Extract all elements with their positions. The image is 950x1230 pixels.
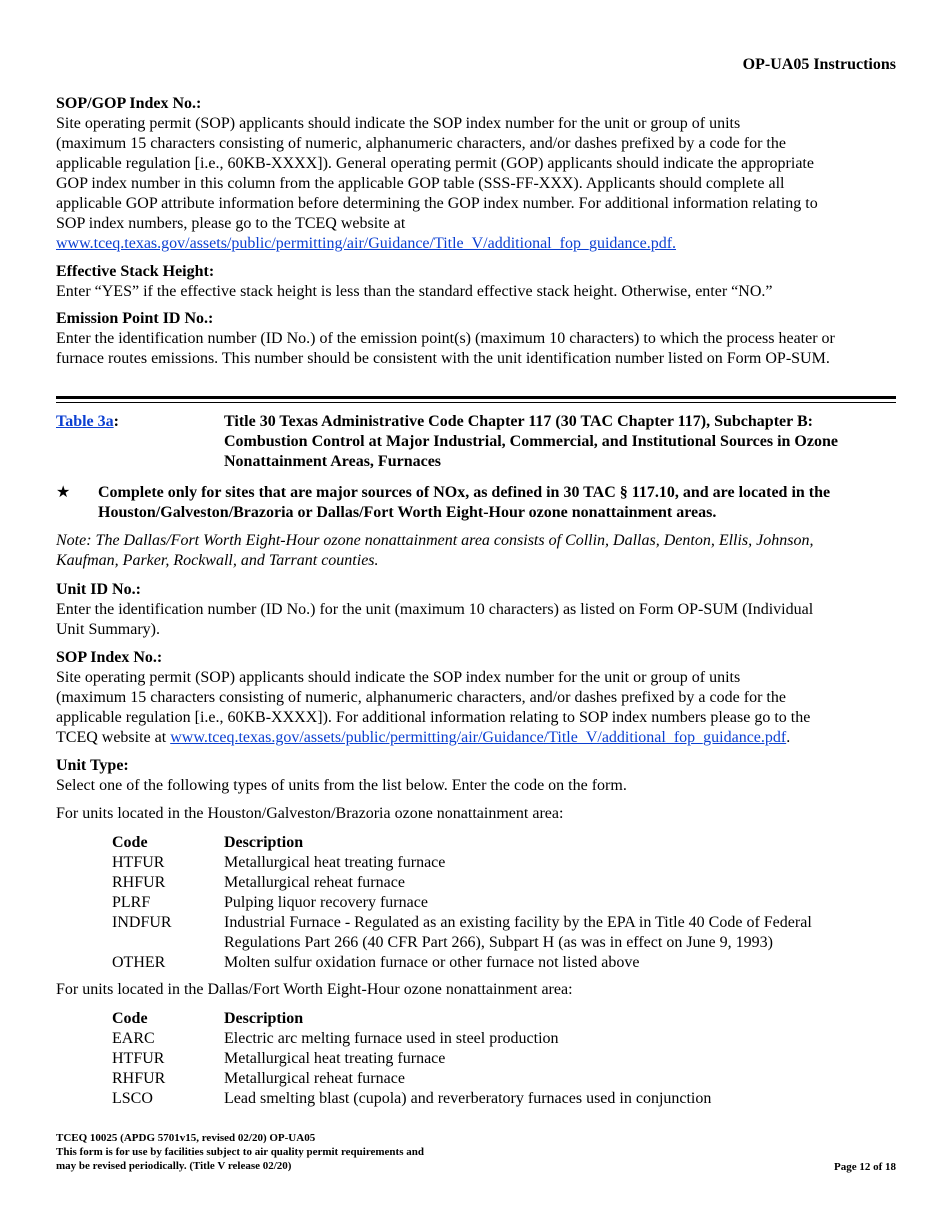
- note-line: Kaufman, Parker, Rockwall, and Tarrant counties.: [56, 552, 379, 569]
- fop-guidance-link[interactable]: www.tceq.texas.gov/assets/public/permitting/air/Guidance/Title_V/additional_fop_guidance.pdf.: [56, 235, 677, 252]
- sop-gop-section: [56, 94, 894, 254]
- description-cell: Electric arc melting furnace used in steel production: [224, 1030, 559, 1047]
- sop-index-line: applicable regulation [i.e., 60KB-XXXX]). For additional information relating to SOP index numbers please go to the: [56, 709, 811, 726]
- code-cell: HTFUR: [112, 854, 165, 871]
- table-row: [112, 933, 896, 953]
- major-source-line: Complete only for sites that are major sources of NOx, as defined in 30 TAC § 117.10, and are located in the: [98, 484, 831, 501]
- code-cell: RHFUR: [112, 874, 166, 891]
- note-line: Note: The Dallas/Fort Worth Eight-Hour ozone nonattainment area consists of Collin, Dallas, Denton, Ellis, Johnson,: [56, 532, 814, 549]
- unit-type-section: [56, 756, 894, 796]
- code-cell: INDFUR: [112, 914, 172, 931]
- description-cell: Industrial Furnace - Regulated as an existing facility by the EPA in Title 40 Code of Federal: [224, 914, 812, 931]
- sop-index-section: [56, 648, 894, 748]
- hgb-code-table: [112, 833, 896, 973]
- sop-gop-heading: SOP/GOP Index No.:: [56, 95, 202, 112]
- footer-form-info: [56, 1131, 424, 1173]
- table-row: [112, 893, 896, 913]
- table-3a-title-line: Combustion Control at Major Industrial, Commercial, and Institutional Sources in Ozone: [224, 433, 838, 450]
- code-cell: OTHER: [112, 954, 166, 971]
- major-source-line: Houston/Galveston/Brazoria or Dallas/Fort Worth Eight-Hour ozone nonattainment areas.: [98, 504, 717, 521]
- fop-guidance-link-2[interactable]: www.tceq.texas.gov/assets/public/permitting/air/Guidance/Title_V/additional_fop_guidance.pdf: [170, 729, 787, 746]
- description-header: Description: [224, 834, 304, 851]
- document-page: [56, 0, 896, 1230]
- description-header: Description: [224, 1010, 304, 1027]
- emission-point-line: Enter the identification number (ID No.) of the emission point(s) (maximum 10 characters) to which the process heater or: [56, 330, 835, 347]
- table-3a-title-line: Title 30 Texas Administrative Code Chapter 117 (30 TAC Chapter 117), Subchapter B:: [224, 413, 813, 430]
- unit-type-text: Select one of the following types of units from the list below. Enter the code on the form.: [56, 777, 627, 794]
- emission-point-heading: Emission Point ID No.:: [56, 310, 214, 327]
- code-cell: PLRF: [112, 894, 151, 911]
- table-header-row: [112, 833, 896, 853]
- code-cell: [112, 933, 224, 953]
- emission-point-line: furnace routes emissions. This number should be consistent with the unit identification number listed on Form OP-SUM.: [56, 350, 830, 367]
- footer-line: may be revised periodically. (Title V release 02/20): [56, 1160, 292, 1172]
- sop-gop-line: Site operating permit (SOP) applicants should indicate the SOP index number for the unit or group of units: [56, 115, 741, 132]
- table-3a-ref: [56, 412, 119, 432]
- hgb-intro: For units located in the Houston/Galveston/Brazoria ozone nonattainment area:: [56, 805, 564, 822]
- star-icon: ★: [56, 484, 71, 501]
- sop-gop-line: applicable GOP attribute information before determining the GOP index number. For additional information relating to: [56, 195, 818, 212]
- table-3a-title: [224, 412, 896, 472]
- code-header: Code: [112, 834, 148, 851]
- table-row: [112, 1089, 896, 1109]
- stack-height-heading: Effective Stack Height:: [56, 263, 215, 280]
- dfw-counties-note: [56, 531, 894, 571]
- unit-id-heading: Unit ID No.:: [56, 581, 141, 598]
- table-row: [112, 953, 896, 973]
- footer-line: This form is for use by facilities subject to air quality permit requirements and: [56, 1146, 424, 1158]
- stack-height-text: Enter “YES” if the effective stack height is less than the standard effective stack height. Otherwise, enter “NO.”: [56, 283, 773, 300]
- page-header-title: OP-UA05 Instructions: [742, 56, 896, 73]
- sop-index-heading: SOP Index No.:: [56, 649, 163, 666]
- description-cell: Metallurgical heat treating furnace: [224, 1050, 446, 1067]
- unit-id-line: Enter the identification number (ID No.) for the unit (maximum 10 characters) as listed on Form OP-SUM (Individual: [56, 601, 814, 618]
- sop-gop-line: GOP index number in this column from the applicable GOP table (SSS-FF-XXX). Applicants should complete all: [56, 175, 785, 192]
- code-header: Code: [112, 1010, 148, 1027]
- page-number: Page 12 of 18: [833, 1161, 896, 1173]
- table-3a-title-line: Nonattainment Areas, Furnaces: [224, 453, 442, 470]
- table-row: [112, 853, 896, 873]
- major-source-text: [98, 483, 896, 523]
- table-row: [112, 1029, 896, 1049]
- sop-gop-line: SOP index numbers, please go to the TCEQ website at: [56, 215, 406, 232]
- table-header-row: [112, 1009, 896, 1029]
- unit-id-line: Unit Summary).: [56, 621, 160, 638]
- description-cell: Metallurgical heat treating furnace: [224, 854, 446, 871]
- sop-index-line: Site operating permit (SOP) applicants should indicate the SOP index number for the unit or group of units: [56, 669, 741, 686]
- table-row: [112, 1069, 896, 1089]
- dfw-intro: For units located in the Dallas/Fort Worth Eight-Hour ozone nonattainment area:: [56, 981, 573, 998]
- sop-index-prefix: TCEQ website at: [56, 729, 171, 746]
- sop-index-suffix: .: [786, 729, 791, 746]
- sop-gop-line: applicable regulation [i.e., 60KB-XXXX]). General operating permit (GOP) applicants should indicate the appropriate: [56, 155, 814, 172]
- code-cell: EARC: [112, 1030, 155, 1047]
- dfw-code-table: [112, 1009, 896, 1109]
- section-divider-thin: [56, 402, 896, 403]
- table-row: [112, 913, 896, 933]
- table-3a-link[interactable]: Table 3a: [56, 413, 114, 430]
- footer-line: TCEQ 10025 (APDG 5701v15, revised 02/20) OP-UA05: [56, 1132, 316, 1144]
- table-row: [112, 873, 896, 893]
- sop-gop-line: (maximum 15 characters consisting of numeric, alphanumeric characters, and/or dashes prefixed by a code for the: [56, 135, 786, 152]
- code-cell: LSCO: [112, 1090, 153, 1107]
- emission-point-section: [56, 309, 894, 369]
- description-cell: Regulations Part 266 (40 CFR Part 266), Subpart H (as was in effect on June 9, 1993): [224, 934, 773, 951]
- description-cell: Lead smelting blast (cupola) and reverberatory furnaces used in conjunction: [224, 1090, 712, 1107]
- sop-index-last-line: [56, 728, 894, 748]
- description-cell: Molten sulfur oxidation furnace or other furnace not listed above: [224, 954, 640, 971]
- description-cell: Metallurgical reheat furnace: [224, 874, 405, 891]
- description-cell: Metallurgical reheat furnace: [224, 1070, 405, 1087]
- code-cell: HTFUR: [112, 1050, 165, 1067]
- table-row: [112, 1049, 896, 1069]
- stack-height-section: [56, 262, 894, 302]
- description-cell: Pulping liquor recovery furnace: [224, 894, 428, 911]
- sop-index-line: (maximum 15 characters consisting of numeric, alphanumeric characters, and/or dashes prefixed by a code for the: [56, 689, 786, 706]
- code-cell: RHFUR: [112, 1070, 166, 1087]
- unit-type-heading: Unit Type:: [56, 757, 129, 774]
- table-3a-colon: :: [113, 413, 119, 430]
- section-divider-thick: [56, 396, 896, 399]
- unit-id-section: [56, 580, 894, 640]
